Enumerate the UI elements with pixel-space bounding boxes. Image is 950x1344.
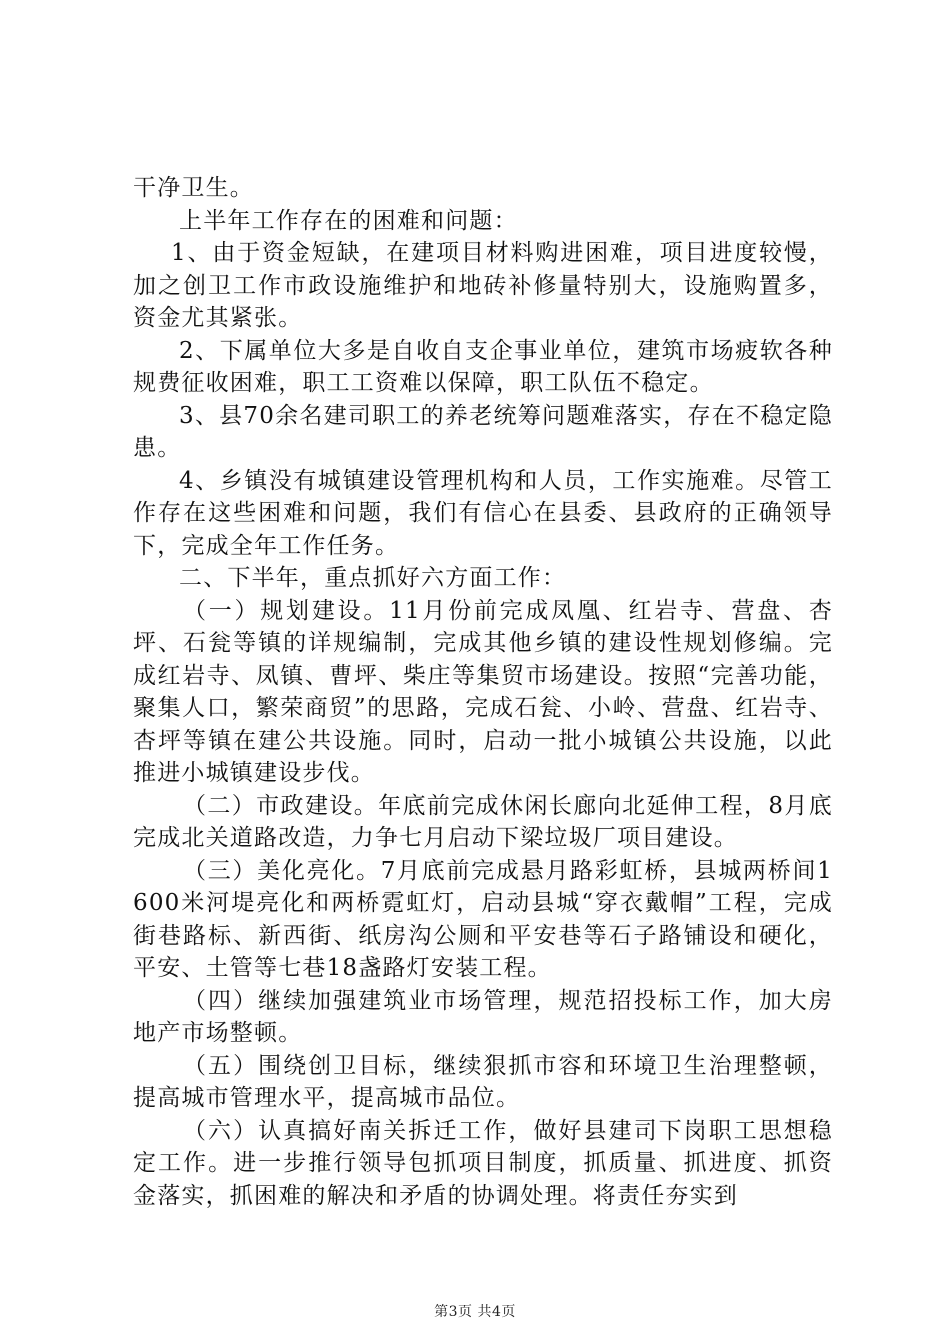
paragraph-item-3-beautify: （三）美化亮化。7月底前完成悬月路彩虹桥，县城两桥间1600米河堤亮化和两桥霓虹灯，启动县城“穿衣戴帽”工程，完成街巷路标、新西街、纸房沟公厕和平安巷等石子路铺设和硬化，平安、土管等七巷18盏路灯安装工程。 <box>133 857 833 981</box>
paragraph-problem-1: 1、由于资金短缺，在建项目材料购进困难，项目进度较慢，加之创卫工作市政设施维护和地砖补修量特别大，设施购置多，资金尤其紧张。 <box>133 240 833 331</box>
page-footer: 第3页 共4页 <box>434 1304 516 1320</box>
paragraph-second-half-heading: 二、下半年，重点抓好六方面工作： <box>179 565 567 591</box>
paragraph-item-2-municipal: （二）市政建设。年底前完成休闲长廊向北延伸工程，8月底完成北关道路改造，力争七月启动下梁垃圾厂项目建设。 <box>133 792 833 851</box>
paragraph-problem-2: 2、下属单位大多是自收自支企事业单位，建筑市场疲软各种规费征收困难，职工工资难以保障，职工队伍不稳定。 <box>133 337 833 396</box>
paragraph-problem-3: 3、县70余名建司职工的养老统筹问题难落实，存在不稳定隐患。 <box>133 402 833 461</box>
paragraph-item-4-market: （四）继续加强建筑业市场管理，规范招投标工作，加大房地产市场整顿。 <box>133 987 833 1046</box>
document-body <box>133 172 833 1212</box>
paragraph-item-5-sanitation: （五）围绕创卫目标，继续狠抓市容和环境卫生治理整顿，提高城市管理水平，提高城市品位。 <box>133 1052 833 1111</box>
paragraph-item-1-planning: （一）规划建设。11月份前完成凤凰、红岩寺、营盘、杏坪、石瓮等镇的详规编制，完成其他乡镇的建设性规划修编。完成红岩寺、凤镇、曹坪、柴庄等集贸市场建设。按照“完善功能，聚集人口，繁荣商贸”的思路，完成石瓮、小岭、营盘、红岩寺、杏坪等镇在建公共设施。同时，启动一批小城镇公共设施，以此推进小城镇建设步伐。 <box>133 597 833 786</box>
paragraph-item-6-relocation: （六）认真搞好南关拆迁工作，做好县建司下岗职工思想稳定工作。进一步推行领导包抓项目制度，抓质量、抓进度、抓资金落实，抓困难的解决和矛盾的协调处理。将责任夯实到 <box>133 1117 833 1209</box>
paragraph-problem-4: 4、乡镇没有城镇建设管理机构和人员，工作实施难。尽管工作存在这些困难和问题，我们有信心在县委、县政府的正确领导下，完成全年工作任务。 <box>133 467 833 559</box>
paragraph-continuation: 干净卫生。 <box>133 175 254 201</box>
paragraph-problems-heading: 上半年工作存在的困难和问题： <box>179 207 518 234</box>
